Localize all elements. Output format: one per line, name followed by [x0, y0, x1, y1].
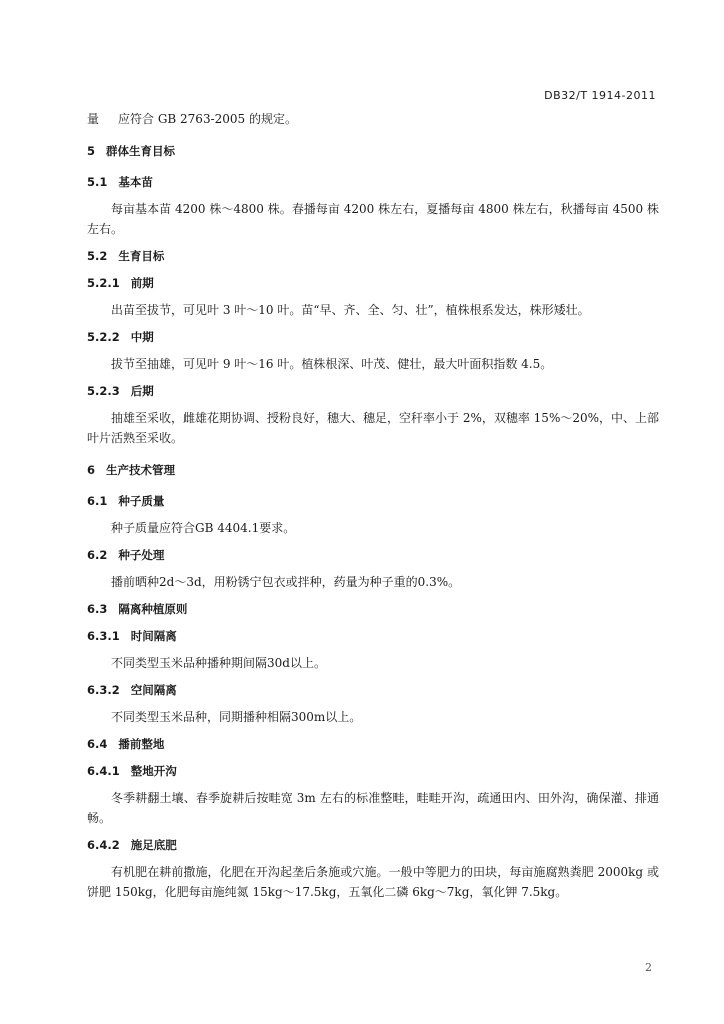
section-6-4-2-title: 施足底肥 — [130, 838, 177, 852]
section-5-2-1-text: 出苗至拔节，可见叶 3 叶～10 叶。苗“早、齐、全、匀、壮”，植株根系发达，株形矮壮。 — [111, 303, 590, 317]
section-5-2-heading — [87, 246, 659, 266]
section-6-4-1-title: 整地开沟 — [130, 764, 177, 778]
section-6-3-2-number: 6.3.2 — [87, 683, 120, 697]
section-6-3-2-heading — [87, 680, 659, 700]
section-6-2-heading — [87, 545, 659, 565]
section-5-2-title: 生育目标 — [118, 249, 165, 263]
section-5-1-title: 基本苗 — [118, 175, 153, 189]
section-5-1-heading — [87, 172, 659, 192]
section-5-number: 5 — [87, 144, 96, 158]
section-6-3-1-text: 不同类型玉米品种播种期间隔30d以上。 — [111, 656, 326, 670]
section-5-2-1-heading — [87, 273, 659, 293]
section-5-2-1-title: 前期 — [130, 276, 154, 290]
section-6-3-heading — [87, 599, 659, 619]
section-6-4-title: 播前整地 — [118, 737, 165, 751]
section-6-1-number: 6.1 — [87, 494, 108, 508]
section-6-4-number: 6.4 — [87, 737, 108, 751]
section-6-4-2-text: 有机肥在耕前撒施，化肥在开沟起垄后条施或穴施。一般中等肥力的田块，每亩施腐熟粪肥 2000kg 或饼肥 150kg，化肥每亩施纯氮 15kg～17.5kg，五氧化二磷 6kg～7kg，氧化钾 7.5kg。 — [87, 865, 659, 899]
section-5-2-3-heading — [87, 381, 659, 401]
section-6-4-1-number: 6.4.1 — [87, 764, 120, 778]
section-6-1-title: 种子质量 — [118, 494, 165, 508]
section-5-2-2-text: 拔节至抽雄，可见叶 9 叶～16 叶。植株根深、叶茂、健壮，最大叶面积指数 4.5。 — [111, 357, 553, 371]
document-body — [87, 109, 659, 909]
section-6-number: 6 — [87, 463, 96, 477]
section-6-3-2-title: 空间隔离 — [130, 683, 177, 697]
page-number: 2 — [645, 961, 652, 974]
section-5-2-number: 5.2 — [87, 249, 108, 263]
section-6-4-1-text: 冬季耕翻土壤、春季旋耕后按畦宽 3m 左右的标准整畦，畦畦开沟，疏通田内、田外沟，确保灌、排通畅。 — [87, 791, 659, 825]
section-5-heading — [87, 141, 659, 161]
section-6-3-2-text: 不同类型玉米品种，同期播种相隔300m以上。 — [111, 710, 362, 724]
section-5-1-text: 每亩基本苗 4200 株～4800 株。春播每亩 4200 株左右，夏播每亩 4800 株左右，秋播每亩 4500 株左右。 — [87, 202, 659, 236]
section-5-2-3-number: 5.2.3 — [87, 384, 120, 398]
section-6-2-text: 播前晒种2d～3d，用粉锈宁包衣或拌种，药量为种子重的0.3%。 — [111, 575, 461, 589]
section-6-2-number: 6.2 — [87, 548, 108, 562]
section-6-3-number: 6.3 — [87, 602, 108, 616]
section-6-4-1-heading — [87, 761, 659, 781]
intro-lead: 量 — [87, 112, 100, 126]
section-6-3-1-title: 时间隔离 — [130, 629, 177, 643]
section-6-4-2-heading — [87, 835, 659, 855]
section-6-3-1-heading — [87, 626, 659, 646]
section-5-2-1-number: 5.2.1 — [87, 276, 120, 290]
section-5-2-3-text: 抽雄至采收，雌雄花期协调、授粉良好，穗大、穗足，空秆率小于 2%，双穗率 15%～20%，中、上部叶片活熟至采收。 — [87, 411, 660, 445]
section-5-title: 群体生育目标 — [106, 144, 176, 158]
section-5-1-number: 5.1 — [87, 175, 108, 189]
section-6-2-title: 种子处理 — [118, 548, 165, 562]
document-code: DB32/T 1914-2011 — [544, 89, 656, 102]
section-6-title: 生产技术管理 — [106, 463, 176, 477]
section-6-4-heading — [87, 734, 659, 754]
section-6-3-title: 隔离种植原则 — [118, 602, 188, 616]
section-6-4-2-number: 6.4.2 — [87, 838, 120, 852]
section-6-3-1-number: 6.3.1 — [87, 629, 120, 643]
intro-text: 应符合 GB 2763-2005 的规定。 — [118, 112, 297, 126]
section-6-heading — [87, 460, 659, 480]
section-5-2-2-number: 5.2.2 — [87, 330, 120, 344]
section-6-1-heading — [87, 491, 659, 511]
section-5-2-3-title: 后期 — [130, 384, 154, 398]
intro-paragraph — [87, 109, 659, 129]
section-5-2-2-title: 中期 — [130, 330, 154, 344]
section-5-2-2-heading — [87, 327, 659, 347]
section-6-1-text: 种子质量应符合GB 4404.1要求。 — [111, 521, 296, 535]
